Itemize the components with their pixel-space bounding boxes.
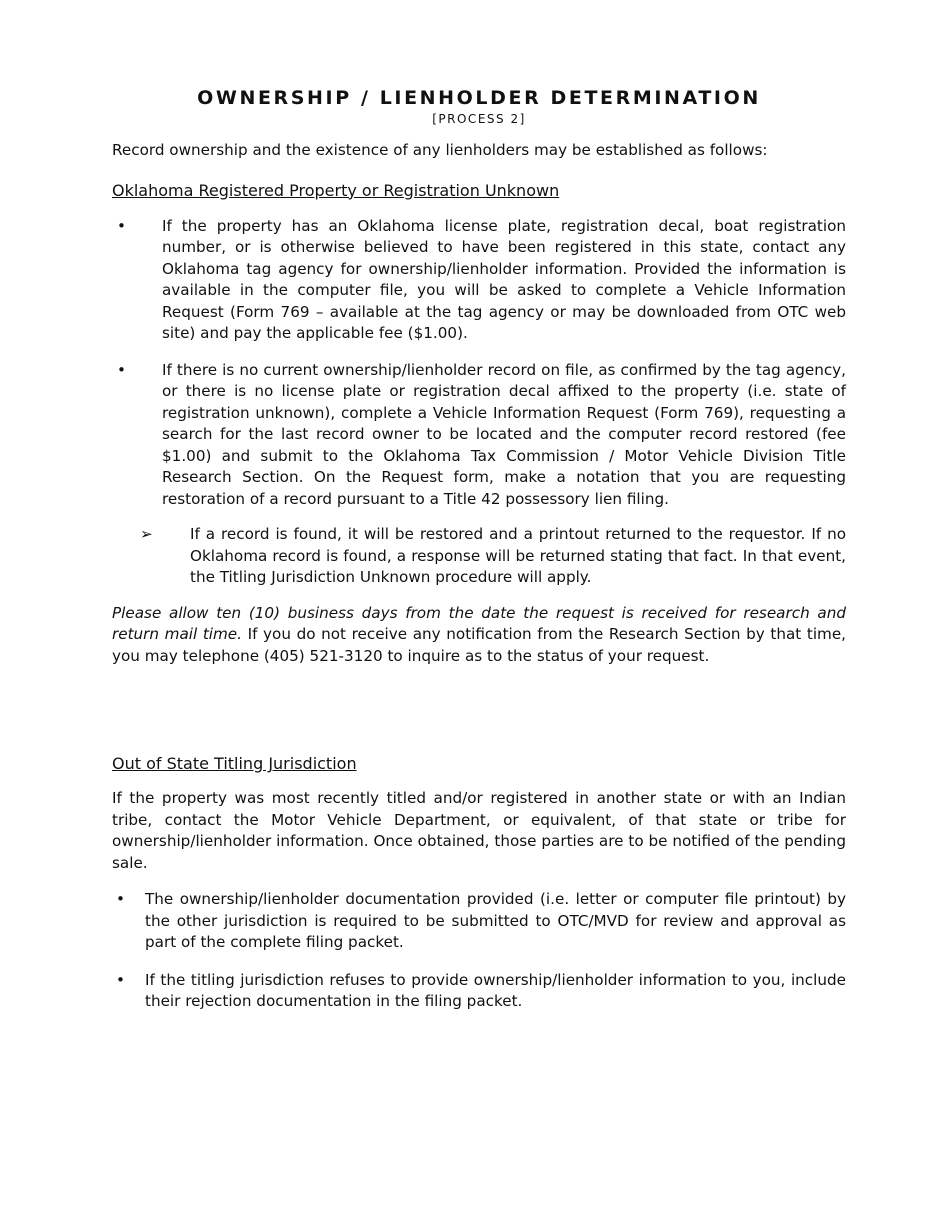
bullet-icon: • (117, 360, 126, 379)
out-of-state-paragraph: If the property was most recently titled and/or registered in another state or with an Indian tribe, contact the Motor Vehicle Department, or equivalent, of that state or tribe for ownership/lienholder information. Once obtained, those parties are to be notified of the pending sale. (112, 789, 846, 872)
section-heading-oklahoma: Oklahoma Registered Property or Registration Unknown (112, 180, 560, 200)
list-item (112, 216, 846, 345)
bullet-icon: • (116, 970, 125, 989)
section-heading-out-of-state: Out of State Titling Jurisdiction (112, 754, 357, 773)
intro-paragraph: Record ownership and the existence of any lienholders may be established as follows: (112, 141, 768, 159)
sub-bullet-item (112, 524, 846, 589)
bullet-icon: • (116, 890, 125, 908)
sub-bullet-text: If a record is found, it will be restored and a printout returned to the requestor. If no Oklahoma record is found, a response will be returned stating that fact. In that event, the Titling Jurisdiction Unknown procedure will apply. (190, 525, 846, 586)
list-item (112, 360, 846, 511)
list-item-text: If the property has an Oklahoma license plate, registration decal, boat registration number, or is otherwise believed to have been registered in this state, contact any Oklahoma tag agency for ownership/lienholder information. Provided the information is available in the computer file, you will be asked to complete a Vehicle Information Request (Form 769 – available at the tag agency or may be downloaded from OTC web site) and pay the applicable fee ($1.00). (162, 216, 846, 342)
bullet-icon: • (117, 216, 126, 235)
research-note-text: If you do not receive any notification from the Research Section by that time, you may telephone (405) 521-3120 to inquire as to the status of your request. (112, 625, 847, 665)
arrow-bullet-icon: ➢ (140, 525, 153, 543)
page-title: OWNERSHIP / LIENHOLDER DETERMINATION (197, 87, 761, 109)
document-page (112, 86, 846, 1029)
research-note-italic: Please allow ten (10) business days from the date the request is received for research and return mail time. (112, 603, 846, 643)
research-note-paragraph (112, 603, 846, 668)
list-item-text: If there is no current ownership/lienholder record on file, as confirmed by the tag agency, or there is no license plate or registration decal affixed to the property (i.e. state of registration unknown), complete a Vehicle Information Request (Form 769), requesting a search for the last record owner to be located and the computer record restored (fee $1.00) and submit to the Oklahoma Tax Commission / Motor Vehicle Division Title Research Section. On the Request form, make a notation that you are requesting restoration of a record pursuant to a Title 42 possessory lien filing. (162, 360, 846, 508)
list-item-text: If the titling jurisdiction refuses to provide ownership/lienholder information to you, include their rejection documentation in the filing packet. (145, 970, 846, 1010)
out-of-state-bullet-list (112, 889, 846, 1013)
list-item-text: The ownership/lienholder documentation provided (i.e. letter or computer file printout) by the other jurisdiction is required to be submitted to OTC/MVD for review and approval as part of the complete filing packet. (145, 890, 846, 951)
list-item (112, 889, 846, 954)
list-item (112, 970, 846, 1013)
page-subtitle: [PROCESS 2] (432, 112, 526, 126)
oklahoma-bullet-list (112, 216, 846, 511)
